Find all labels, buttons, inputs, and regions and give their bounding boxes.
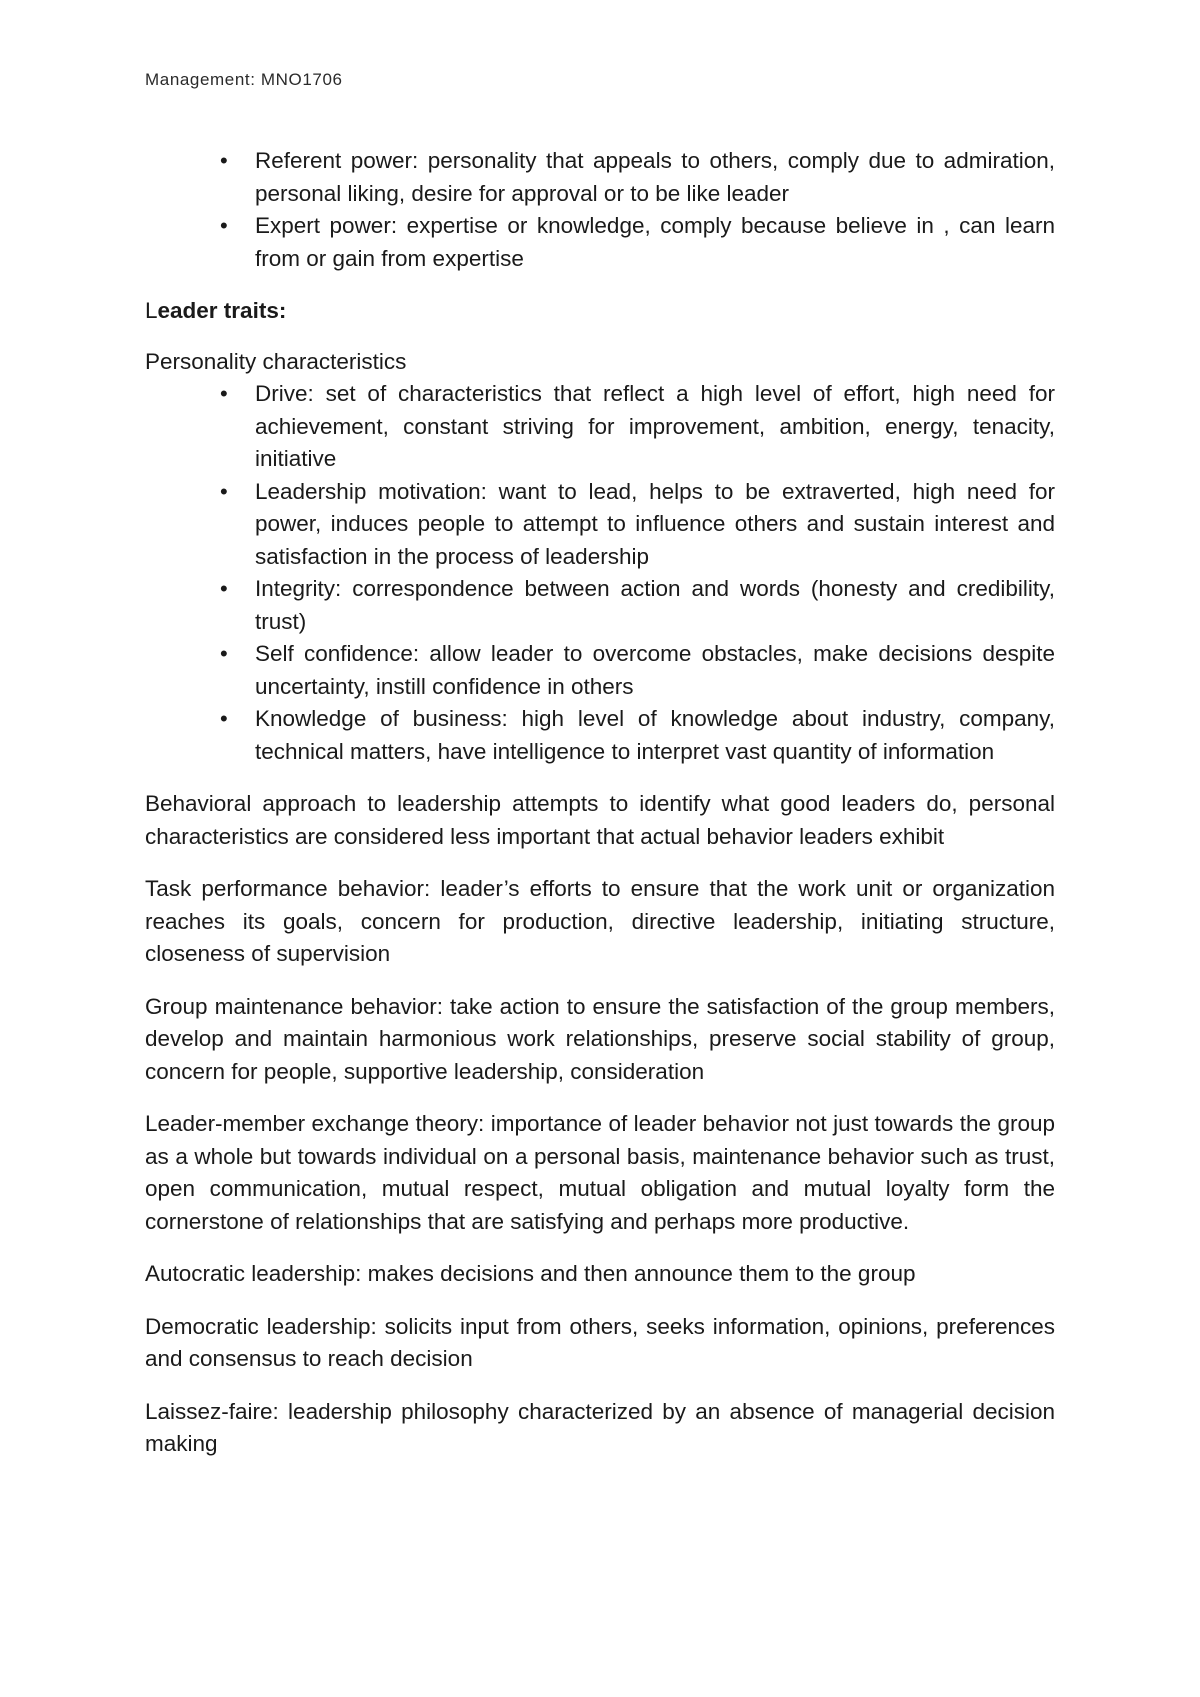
subheading-personality-characteristics: Personality characteristics: [145, 348, 407, 374]
list-item-expert-power: • Expert power: expertise or knowledge, comply because believe in , can learn from or gain from expertise: [255, 210, 1055, 275]
page-body: [145, 145, 1055, 1461]
paragraph-laissez-faire: Laissez-faire: leadership philosophy characterized by an absence of managerial decision making: [145, 1398, 1055, 1456]
list-item-referent-power: • Referent power: personality that appeals to others, comply due to admiration, personal liking, desire for approval or to be like leader: [255, 145, 1055, 210]
heading-first-letter: L: [145, 298, 158, 323]
leader-traits-list: [145, 378, 1055, 768]
list-item-leadership-motivation: • Leadership motivation: want to lead, helps to be extraverted, high need for power, induces people to attempt to influence others and sustain interest and satisfaction in the process of leadership: [255, 476, 1055, 574]
list-item-knowledge-of-business: • Knowledge of business: high level of knowledge about industry, company, technical matters, have intelligence to interpret vast quantity of information: [255, 703, 1055, 768]
power-types-list: [145, 145, 1055, 275]
paragraph-democratic-leadership: Democratic leadership: solicits input from others, seeks information, opinions, preferences and consensus to reach decision: [145, 1313, 1055, 1371]
running-header: Management: MNO1706: [145, 70, 343, 89]
paragraph-task-performance: Task performance behavior: leader’s efforts to ensure that the work unit or organization reaches its goals, concern for production, directive leadership, initiating structure, closeness of supervision: [145, 876, 1055, 966]
list-item-self-confidence: • Self confidence: allow leader to overcome obstacles, make decisions despite uncertainty, instill confidence in others: [255, 638, 1055, 703]
section-heading-leader-traits: [145, 295, 1055, 328]
paragraph-autocratic-leadership: Autocratic leadership: makes decisions and then announce them to the group: [145, 1261, 916, 1286]
paragraph-group-maintenance: Group maintenance behavior: take action to ensure the satisfaction of the group members, develop and maintain harmonious work relationships, preserve social stability of group, concern for people, supportive leadership, consideration: [145, 993, 1055, 1084]
list-item-integrity: • Integrity: correspondence between action and words (honesty and credibility, trust): [255, 573, 1055, 638]
heading-rest: eader traits:: [157, 298, 287, 323]
list-item-drive: • Drive: set of characteristics that reflect a high level of effort, high need for achievement, constant striving for improvement, ambition, energy, tenacity, initiative: [255, 378, 1055, 476]
paragraph-leader-member-exchange: Leader-member exchange theory: importance of leader behavior not just towards the group as a whole but towards individual on a personal basis, maintenance behavior such as trust, open communication, mutual respect, mutual obligation and mutual loyalty form the cornerstone of relationships that are satisfying and perhaps more productive.: [145, 1111, 1055, 1234]
paragraph-behavioral-approach: Behavioral approach to leadership attempts to identify what good leaders do, personal characteristics are considered less important that actual behavior leaders exhibit: [145, 791, 1055, 849]
